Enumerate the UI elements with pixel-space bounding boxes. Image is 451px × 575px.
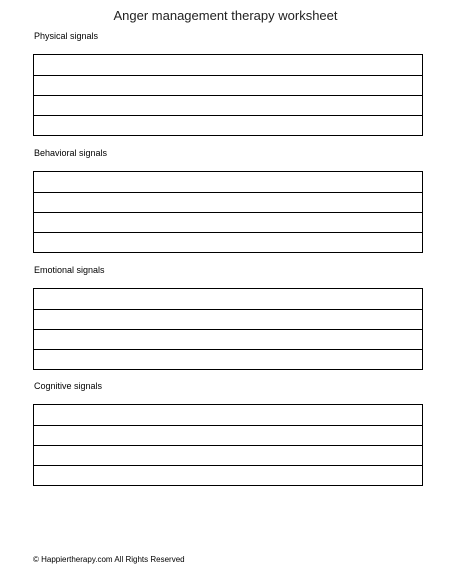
cognitive-signals-line-1[interactable] bbox=[34, 405, 422, 425]
behavioral-signals-line-2[interactable] bbox=[34, 192, 422, 212]
physical-signals-line-1[interactable] bbox=[34, 55, 422, 75]
section-label-physical: Physical signals bbox=[34, 31, 99, 41]
behavioral-signals-line-4[interactable] bbox=[34, 232, 422, 252]
physical-signals-line-3[interactable] bbox=[34, 95, 422, 115]
emotional-signals-box bbox=[33, 288, 423, 370]
section-label-cognitive: Cognitive signals bbox=[34, 381, 103, 391]
section-label-emotional: Emotional signals bbox=[34, 265, 105, 275]
physical-signals-box bbox=[33, 54, 423, 136]
physical-signals-line-2[interactable] bbox=[34, 75, 422, 95]
emotional-signals-line-3[interactable] bbox=[34, 329, 422, 349]
behavioral-signals-box bbox=[33, 171, 423, 253]
page-title: Anger management therapy worksheet bbox=[113, 8, 338, 23]
cognitive-signals-box bbox=[33, 404, 423, 486]
section-label-behavioral: Behavioral signals bbox=[34, 148, 108, 158]
cognitive-signals-line-3[interactable] bbox=[34, 445, 422, 465]
cognitive-signals-line-4[interactable] bbox=[34, 465, 422, 485]
emotional-signals-line-2[interactable] bbox=[34, 309, 422, 329]
copyright-footer: © Happiertherapy.com All Rights Reserved bbox=[33, 555, 185, 564]
cognitive-signals-line-2[interactable] bbox=[34, 425, 422, 445]
behavioral-signals-line-1[interactable] bbox=[34, 172, 422, 192]
behavioral-signals-line-3[interactable] bbox=[34, 212, 422, 232]
physical-signals-line-4[interactable] bbox=[34, 115, 422, 135]
emotional-signals-line-4[interactable] bbox=[34, 349, 422, 369]
emotional-signals-line-1[interactable] bbox=[34, 289, 422, 309]
